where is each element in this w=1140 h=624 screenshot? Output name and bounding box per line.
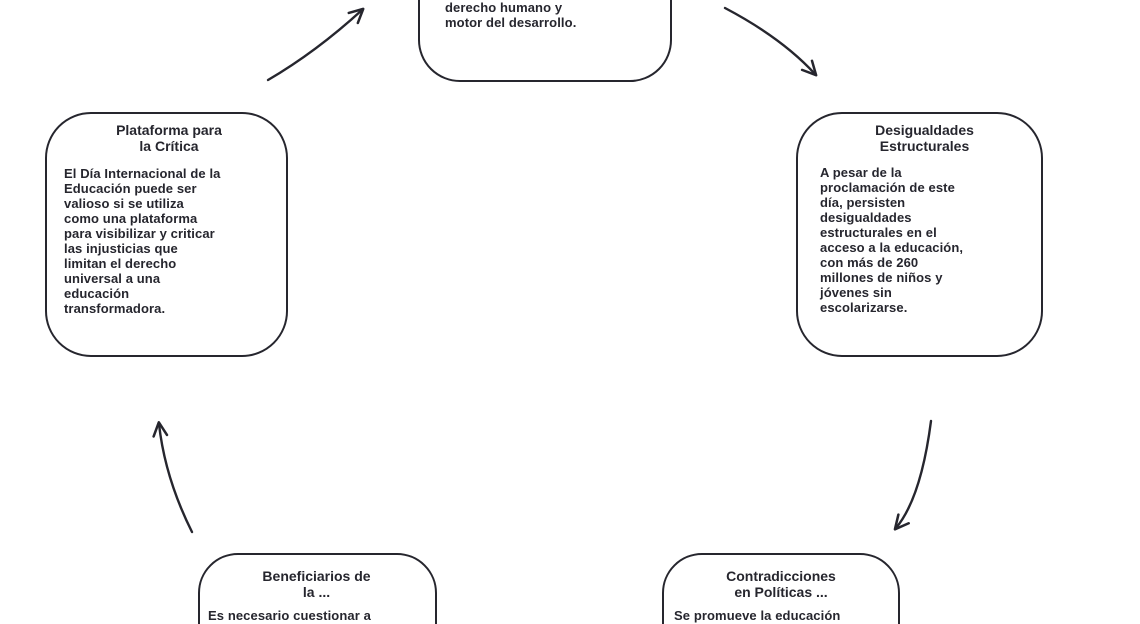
node-right-body: A pesar de la proclamación de este día, persisten desigualdades estructurales en el acceso a la educación, con más de 260 millones de niños y jóvenes sin escolarizarse. [820,165,964,315]
node-top-body: derecho humano y motor del desarrollo. [445,0,577,30]
node-left-body: El Día Internacional de la Educación puede ser valioso si se utiliza como una plataforma para visibilizar y criticar las injusticias que limitan el derecho universal a una educación transformadora. [64,166,221,316]
node-plataforma-para-la-critica [45,112,288,357]
node-bottom-left-title: Beneficiarios de la ... [262,568,371,600]
arrow-bottom-left-to-left [159,424,192,532]
arrow-top-to-right [725,8,815,74]
node-bottom-left-body: Es necesario cuestionar a [208,608,371,623]
node-left-title: Plataforma para la Crítica [116,122,222,154]
node-beneficiarios [198,553,437,624]
node-right-title: Desigualdades Estructurales [875,122,974,154]
node-contradicciones [662,553,900,624]
arrow-right-to-bottom-right [896,421,931,528]
node-desigualdades-estructurales [796,112,1043,357]
node-top [418,0,672,82]
arrow-left-to-top [268,10,362,80]
node-bottom-right-body: Se promueve la educación [674,608,841,623]
node-bottom-right-title: Contradicciones en Políticas ... [726,568,836,600]
